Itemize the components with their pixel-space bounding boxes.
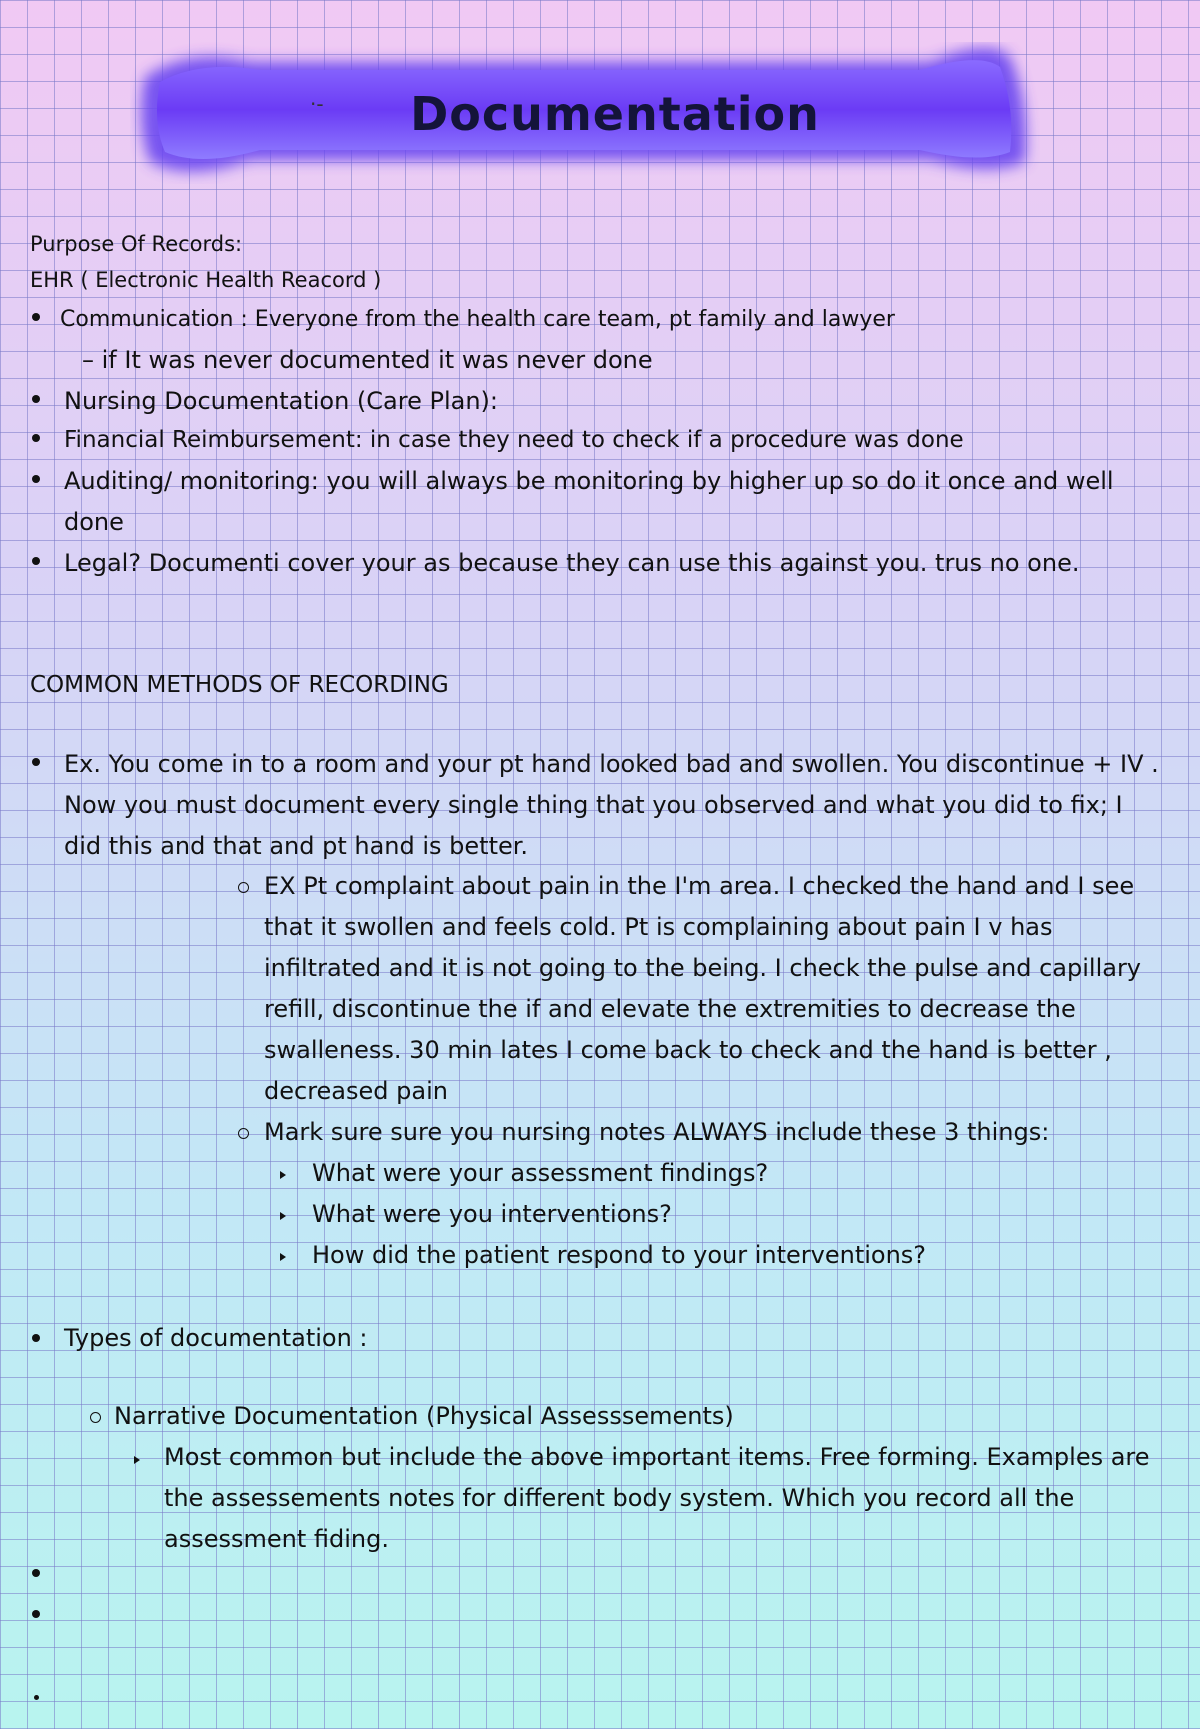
arrow-icon (280, 1253, 286, 1261)
purpose-label: Purpose Of Records: (30, 232, 243, 256)
banner-dots: ·- (310, 92, 324, 116)
bullet-icon (32, 758, 40, 766)
bullet-auditing: Auditing/ monitoring: you will always be monitoring by higher up so do it once and well done (64, 467, 1114, 536)
arrow-icon (134, 1456, 140, 1464)
question-3: How did the patient respond to your interventions? (312, 1241, 927, 1269)
bullet-communication-sub: – if It was never documented it was never done (82, 346, 653, 374)
bullet-nursing: Nursing Documentation (Care Plan): (64, 387, 498, 415)
empty-bullet-icon (34, 1695, 39, 1700)
arrow-icon (280, 1171, 286, 1179)
example-sub-text: EX Pt complaint about pain in the I'm area. I checked the hand and I see that it swollen and feels cold. Pt is complaining about pain I v has infiltrated and it is not going to the being. I check the pulse and capillary refill, discontinue the if and elevate the extremities to decrease the swalleness. 30 min lates I come back to check and the hand is better , decreased pain (264, 872, 1142, 1105)
sub-bullet-icon (238, 1128, 249, 1139)
title-banner (130, 42, 1040, 192)
page-title: Documentation (410, 87, 820, 141)
bullet-icon (32, 313, 40, 321)
narrative-heading: Narrative Documentation (Physical Assesssements) (114, 1402, 734, 1430)
bullet-icon (32, 475, 40, 483)
empty-bullet-icon (32, 1569, 40, 1577)
narrative-desc: Most common but include the above important items. Free forming. Examples are the assessements notes for different body system. Which you record all the assessment fiding. (164, 1443, 1150, 1553)
sub-bullet-icon (90, 1412, 101, 1423)
question-2: What were you interventions? (312, 1200, 672, 1228)
question-1: What were your assessment findings? (312, 1159, 769, 1187)
bullet-icon (32, 434, 40, 442)
example-text: Ex. You come in to a room and your pt hand looked bad and swollen. You discontinue + IV . Now you must document every single thing that you observed and what you did to fix; I did this and that and pt hand is better. (64, 750, 1159, 860)
section-heading: COMMON METHODS OF RECORDING (30, 672, 449, 698)
ehr-label: EHR ( Electronic Health Reacord ) (30, 268, 382, 292)
arrow-icon (280, 1212, 286, 1220)
bullet-icon (32, 395, 40, 403)
bullet-legal: Legal? Documenti cover your as because they can use this against you. trus no one. (64, 549, 1080, 577)
bullet-icon (32, 557, 40, 565)
bullet-communication: Communication : Everyone from the health care team, pt family and lawyer (60, 307, 895, 332)
types-heading: Types of documentation : (64, 1324, 368, 1352)
empty-bullet-icon (32, 1610, 40, 1618)
mark-sure-text: Mark sure sure you nursing notes ALWAYS include these 3 things: (264, 1118, 1050, 1146)
bullet-icon (32, 1334, 40, 1342)
bullet-financial: Financial Reimbursement: in case they need to check if a procedure was done (64, 427, 964, 453)
sub-bullet-icon (238, 882, 249, 893)
